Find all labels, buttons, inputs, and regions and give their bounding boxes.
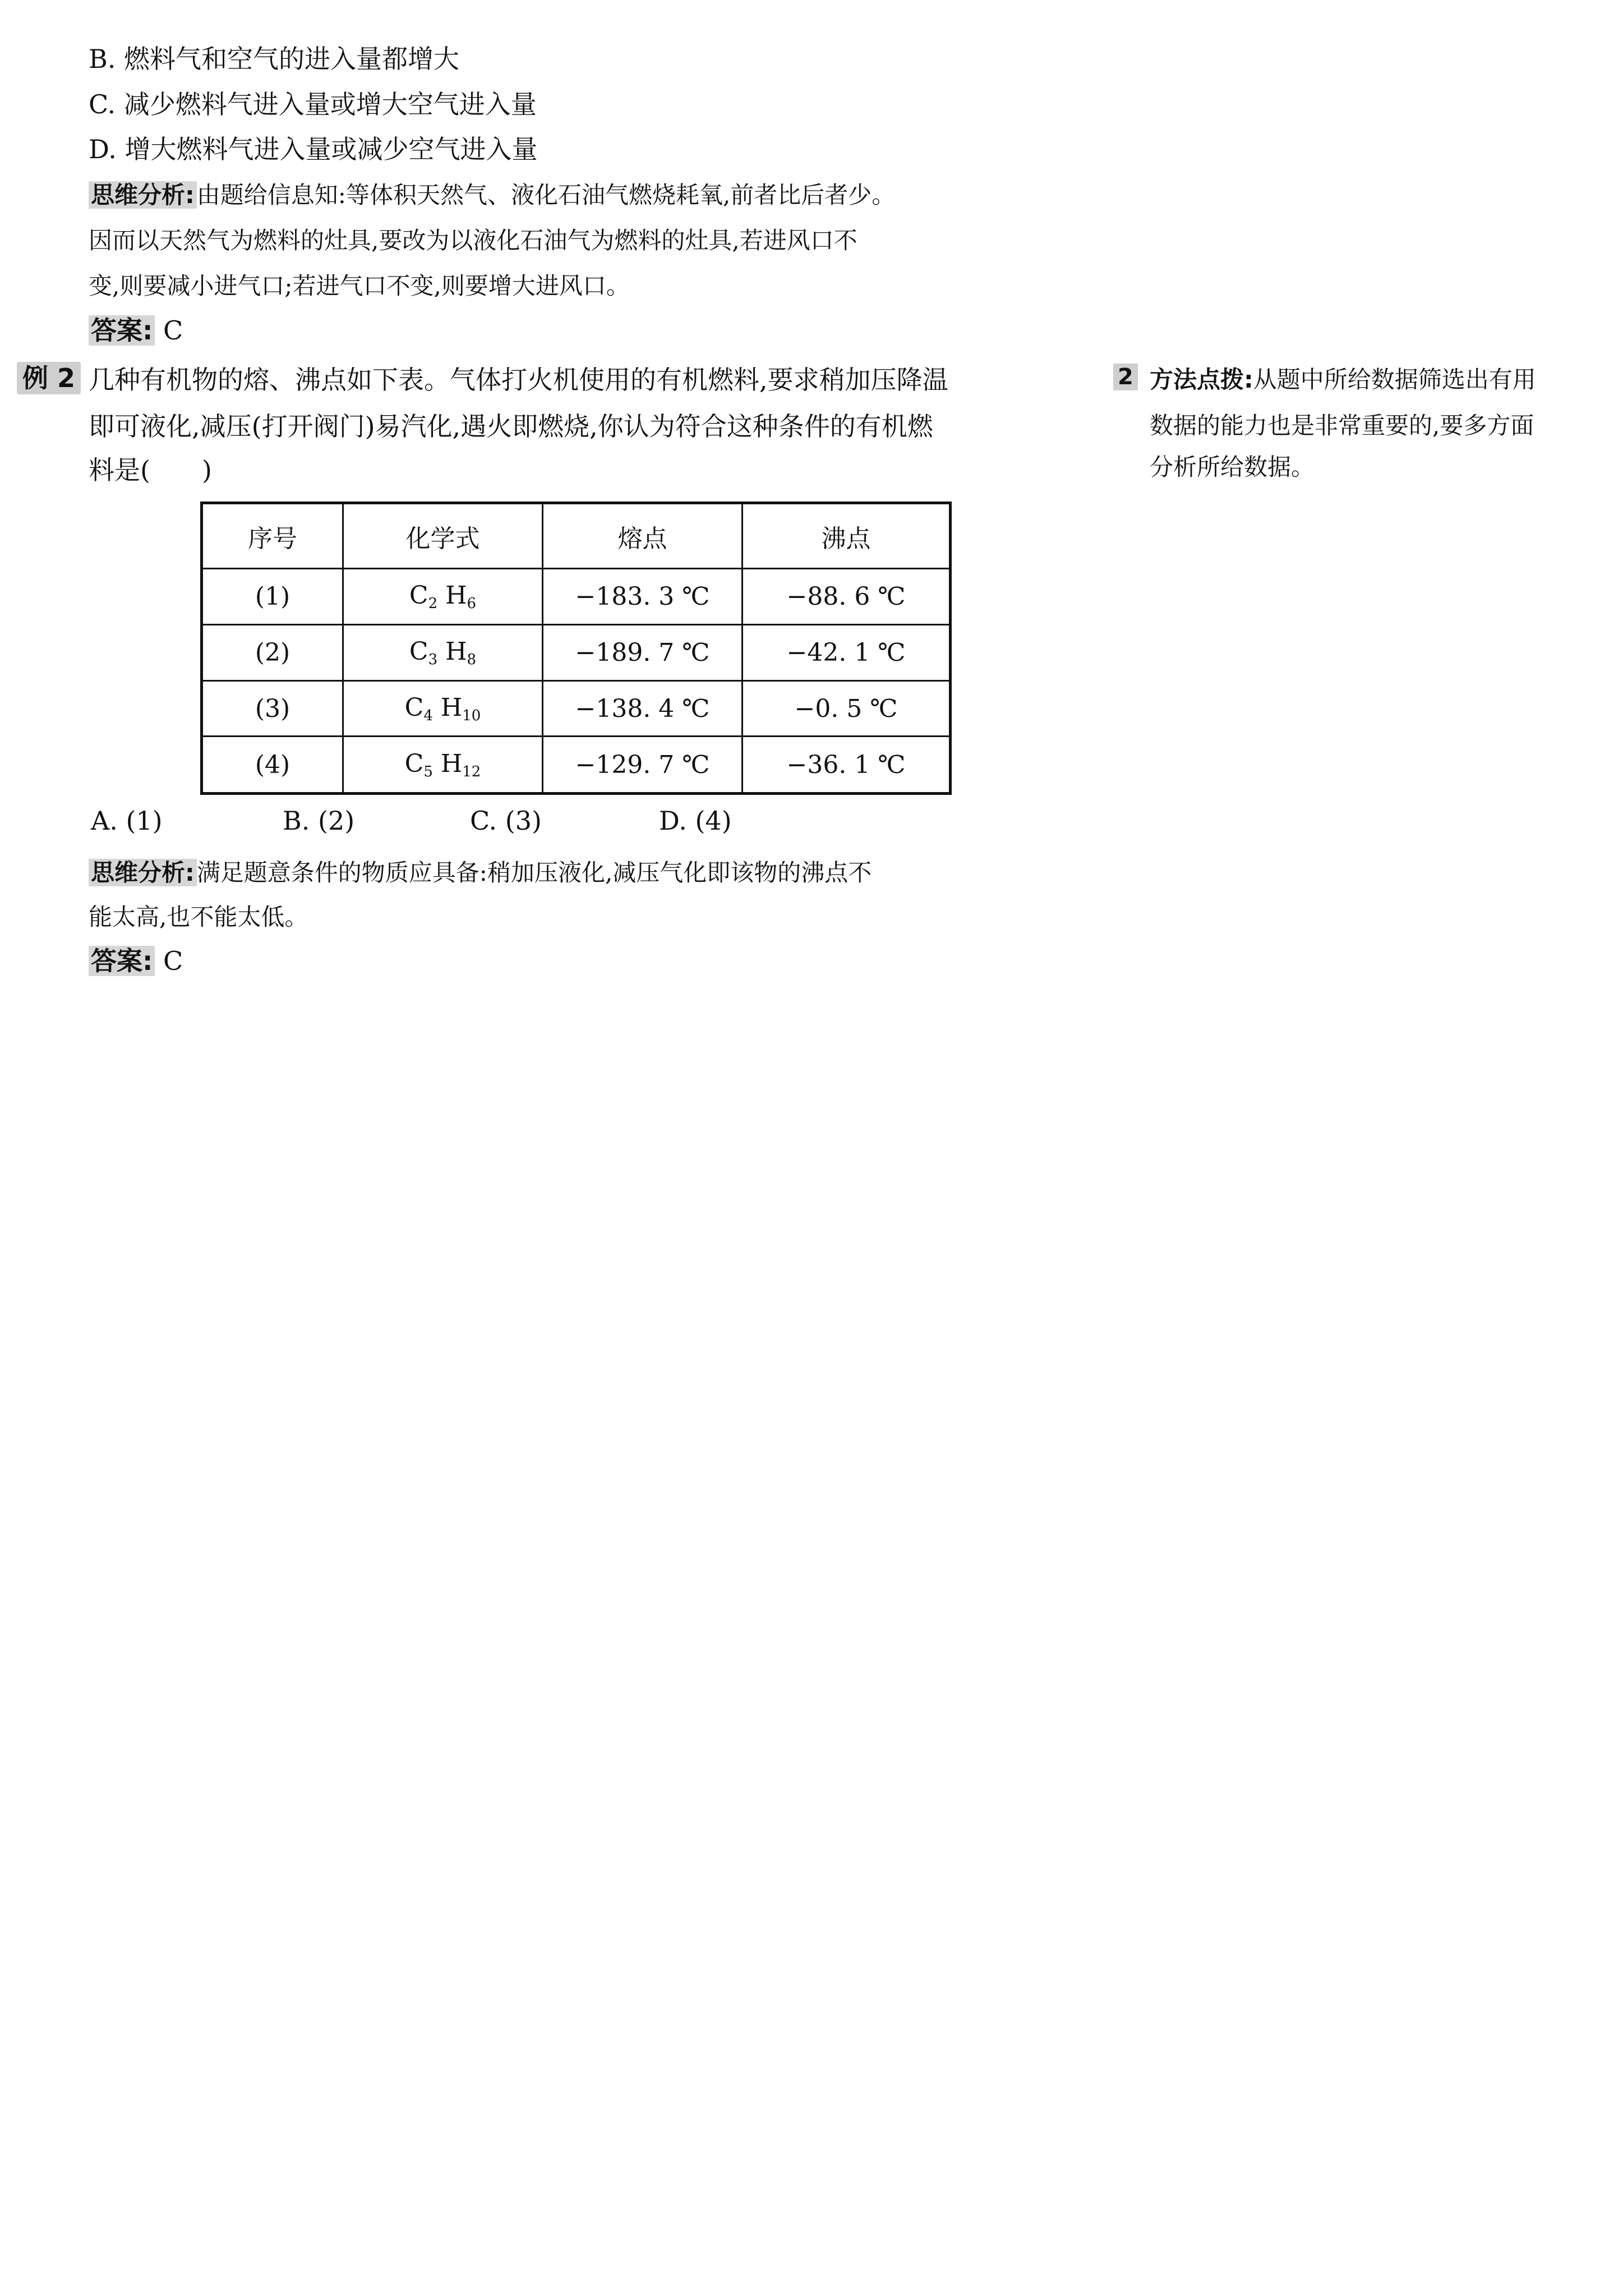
col-header-boiling-point: 沸点 (743, 503, 951, 569)
cell-number: (4) (202, 737, 343, 794)
option-d: D. 增大燃料气进入量或减少空气进入量 (89, 134, 538, 164)
sidenote-text-1: 从题中所给数据筛选出有用 (1253, 366, 1536, 393)
cell-boiling-point: −0. 5 ℃ (743, 680, 951, 737)
table-row (202, 680, 951, 737)
cell-number: (2) (202, 624, 343, 680)
answer-1 (89, 315, 183, 346)
analysis-2-line-2: 能太高,也不能太低。 (89, 903, 308, 931)
option-b: B. 燃料气和空气的进入量都增大 (89, 44, 460, 74)
analysis-1-line-1 (89, 183, 895, 207)
cell-melting-point: −189. 7 ℃ (543, 624, 743, 680)
answer-label: 答案: (89, 946, 155, 976)
analysis-2-line-1 (89, 861, 872, 885)
question-line-3: 料是( ) (89, 455, 212, 485)
cell-number: (3) (202, 680, 343, 737)
answer-2-value: C (163, 946, 183, 976)
question-line-2: 即可液化,减压(打开阀门)易汽化,遇火即燃烧,你认为符合这种条件的有机燃 (89, 411, 933, 441)
analysis-1-line-3: 变,则要减小进气口;若进气口不变,则要增大进风口。 (89, 272, 630, 300)
answer-1-value: C (163, 315, 183, 346)
col-header-melting-point: 熔点 (543, 503, 743, 569)
analysis-2-text-1: 满足题意条件的物质应具备:稍加压液化,减压气化即该物的沸点不 (196, 859, 872, 886)
melting-boiling-table (200, 501, 952, 795)
analysis-label: 思维分析: (89, 181, 197, 209)
sidenote-line-1 (1150, 368, 1536, 392)
example-2-badge: 例 2 (17, 362, 81, 394)
cell-melting-point: −129. 7 ℃ (543, 737, 743, 794)
choice-d: D. (4) (659, 806, 732, 836)
cell-formula: $C_3$ $H_8$ (343, 624, 543, 680)
analysis-1-text-1: 由题给信息知:等体积天然气、液化石油气燃烧耗氧,前者比后者少。 (196, 181, 896, 209)
cell-formula: $C_4$ $H_{10}$ (343, 680, 543, 737)
cell-melting-point: −183. 3 ℃ (543, 569, 743, 625)
cell-formula: $C_2$ $H_6$ (343, 569, 543, 625)
cell-formula: $C_5$ $H_{12}$ (343, 737, 543, 794)
cell-boiling-point: −42. 1 ℃ (743, 624, 951, 680)
option-c: C. 减少燃料气进入量或增大空气进入量 (89, 89, 537, 119)
cell-melting-point: −138. 4 ℃ (543, 680, 743, 737)
table-header-row (202, 503, 951, 569)
col-header-number: 序号 (202, 503, 343, 569)
table-row (202, 737, 951, 794)
choice-a: A. (1) (91, 806, 163, 836)
choice-b: B. (2) (283, 806, 355, 836)
col-header-formula: 化学式 (343, 503, 543, 569)
table-row (202, 624, 951, 680)
sidenote-line-3: 分析所给数据。 (1150, 453, 1315, 481)
cell-boiling-point: −88. 6 ℃ (743, 569, 951, 625)
answer-2 (89, 948, 183, 974)
answer-choices (89, 808, 874, 839)
choice-c: C. (3) (470, 806, 542, 836)
answer-label: 答案: (89, 315, 155, 346)
analysis-label: 思维分析: (89, 859, 197, 886)
analysis-1-line-2: 因而以天然气为燃料的灶具,要改为以液化石油气为燃料的灶具,若进风口不 (89, 227, 857, 254)
table-row (202, 569, 951, 625)
sidenote-badge: 2 (1113, 364, 1138, 390)
cell-boiling-point: −36. 1 ℃ (743, 737, 951, 794)
cell-number: (1) (202, 569, 343, 625)
question-line-1: 几种有机物的熔、沸点如下表。气体打火机使用的有机燃料,要求稍加压降温 (89, 365, 948, 395)
sidenote-line-2: 数据的能力也是非常重要的,要多方面 (1150, 412, 1534, 439)
sidenote-label: 方法点拨: (1150, 366, 1253, 393)
